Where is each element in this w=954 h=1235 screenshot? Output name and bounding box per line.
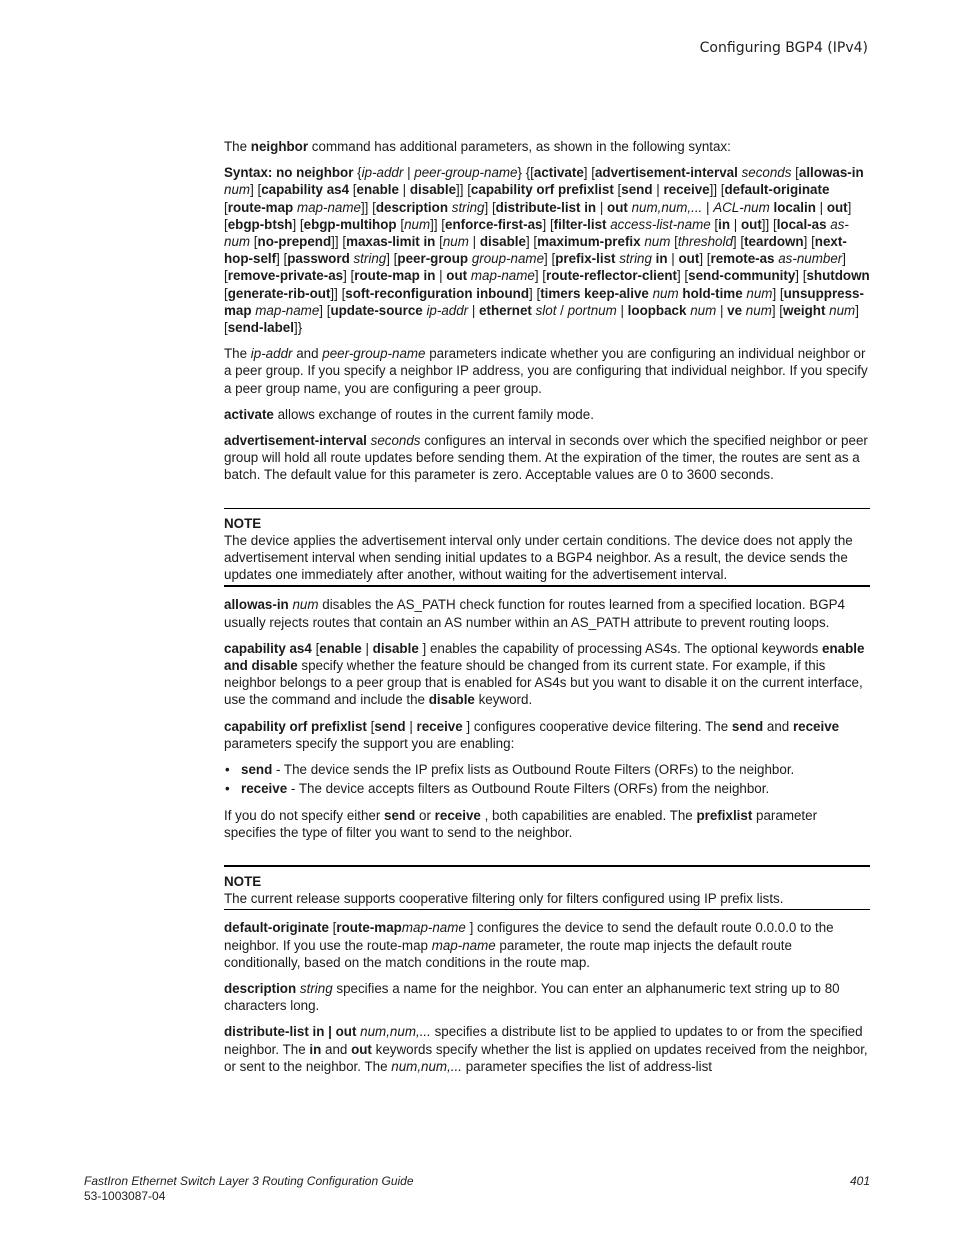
- keyword-text: receive: [663, 182, 710, 198]
- paragraph: [224, 345, 870, 397]
- keyword-text: shutdown: [806, 268, 870, 284]
- parameter-text: num: [404, 216, 431, 232]
- keyword-text: timers keep-alive: [540, 285, 653, 301]
- body-text: ] [: [250, 182, 262, 198]
- body-text: The: [224, 139, 251, 154]
- orf-options-list: [224, 761, 870, 797]
- keyword-text: ve: [727, 302, 746, 318]
- paragraph: [224, 807, 870, 841]
- body-text: - The device sends the IP prefix lists as Outbound Route Filters (ORFs) to the neighbor.: [272, 762, 795, 778]
- body-text: ] [: [676, 268, 689, 284]
- parameter-text: num: [746, 285, 773, 301]
- keyword-text: enable and disable: [224, 640, 865, 674]
- body-text: [: [370, 718, 375, 734]
- keyword-text: capability orf prefixlist: [470, 182, 618, 198]
- body-text: [: [224, 199, 228, 215]
- keyword-text: receive: [792, 718, 840, 734]
- parameter-text: num: [644, 234, 671, 250]
- keyword-text: description: [224, 980, 300, 996]
- parameter-text: string: [353, 251, 387, 267]
- keyword-text: enable: [319, 640, 362, 656]
- keyword-text: capability orf prefixlist: [224, 718, 371, 734]
- body-text: ] [: [542, 216, 554, 232]
- body-text: [: [250, 234, 258, 250]
- parameter-text: as-num: [224, 216, 849, 250]
- keyword-text: advertisement-interval: [594, 165, 742, 181]
- keyword-text: ebgp-multihop: [303, 216, 401, 232]
- body-text: disables the AS_PATH check function for routes learned from a specified location. BGP4 usually rejects routes that contain an AS number within an AS_PATH attribute to prevent routing loops.: [224, 597, 846, 630]
- keyword-text: next-hop-self: [224, 234, 847, 267]
- body-text: parameters indicate whether you are configuring an individual neighbor or a peer group. If you specify a neighbor IP address, you are configuring that individual neighbor. If you specify a peer group name, you are configuring a peer group.: [224, 346, 868, 396]
- body-text: ] [: [772, 285, 784, 301]
- parameter-text: num: [652, 285, 679, 301]
- keyword-text: remote-as: [710, 251, 779, 267]
- body-text: specify whether the feature should be changed from its current state. For example, if this neighbor belongs to a peer group that is enabled for AS4s but you want to disable it on the current interface, use the command and include the: [224, 658, 863, 708]
- keyword-text: maxas-limit in: [346, 234, 440, 250]
- parameter-text: string: [451, 199, 485, 215]
- parameter-text: num: [292, 597, 319, 613]
- body-text: ] [: [484, 199, 496, 215]
- keyword-text: in: [309, 1041, 322, 1057]
- body-text: ] [: [276, 251, 288, 267]
- paragraph: [224, 138, 870, 155]
- body-text: keyword.: [474, 692, 533, 708]
- page-body: [224, 138, 870, 1084]
- keyword-text: default-originate: [224, 920, 333, 936]
- body-text: ]] [: [761, 216, 777, 232]
- keyword-text: send: [621, 182, 653, 198]
- keyword-text: capability as4: [224, 640, 316, 656]
- body-text: ] [: [771, 302, 784, 318]
- note-body: The current release supports cooperative filtering only for filters configured using IP prefix lists.: [224, 891, 784, 907]
- page-footer: [84, 1174, 870, 1204]
- keyword-text: allowas-in: [224, 597, 293, 613]
- body-text: |: [468, 234, 480, 250]
- body-text: ]] [: [430, 216, 446, 232]
- keyword-text: distribute-list in: [495, 199, 597, 215]
- note-body: The device applies the advertisement interval only under certain conditions. The device does not apply the advertisement interval when sending initial updates to a BGP4 neighbor. As a result, the device sends the updates one immediately after another, without waiting for the advertisement interval.: [224, 532, 853, 583]
- paragraph: [224, 432, 870, 484]
- body-text: ] [: [386, 251, 398, 267]
- parameter-text: access-list-name: [610, 216, 711, 232]
- keyword-text: send-label: [227, 320, 294, 336]
- parameter-text: peer-group-name: [322, 346, 426, 362]
- parameter-text: string: [619, 251, 652, 267]
- keyword-text: maximum-prefix: [537, 234, 645, 250]
- parameter-text: num: [829, 302, 856, 318]
- keyword-text: disable: [428, 692, 475, 708]
- body-text: ] [: [732, 234, 745, 250]
- body-text: parameters specify the support you are enabling:: [224, 735, 515, 751]
- body-text: ] [: [319, 302, 331, 318]
- parameter-text: seconds: [370, 433, 421, 449]
- paragraph: [224, 406, 870, 423]
- keyword-text: enforce-first-as: [445, 216, 543, 232]
- keyword-text: unsuppress-map: [224, 285, 864, 318]
- keyword-text: send: [384, 807, 416, 823]
- body-text: keywords specify whether the list is applied on updates received from the neighbor, or sent to the neighbor. The: [224, 1041, 868, 1074]
- body-text: ] [: [224, 251, 846, 284]
- paragraph: [224, 718, 870, 752]
- note-title: NOTE: [224, 515, 262, 531]
- body-text: ] enables the capability of processing AS4s. The optional keywords: [418, 640, 822, 656]
- keyword-text: route-reflector-client: [546, 268, 677, 284]
- paragraph: [224, 596, 870, 630]
- body-text: [: [332, 920, 337, 936]
- keyword-text: receive: [434, 807, 481, 823]
- keyword-text: soft-reconfiguration inbound: [345, 285, 530, 301]
- footer-guide-title: FastIron Ethernet Switch Layer 3 Routing Configuration Guide: [84, 1174, 414, 1188]
- paragraph: [224, 164, 870, 336]
- parameter-text: map-name: [470, 268, 535, 284]
- note-cooperative-filtering: [224, 865, 870, 910]
- body-text: ]] [: [709, 182, 725, 198]
- body-text: The: [224, 346, 251, 362]
- body-text: ] [: [343, 268, 355, 284]
- keyword-text: description: [375, 199, 452, 215]
- body-text: allows exchange of routes in the current family mode.: [273, 406, 594, 422]
- body-text: ]] [: [331, 234, 347, 250]
- parameter-text: threshold: [677, 234, 733, 250]
- body-text: [: [710, 216, 719, 232]
- bullet-icon: •: [225, 762, 230, 778]
- body-text: [: [791, 165, 799, 181]
- keyword-text: default-originate: [724, 182, 830, 198]
- keyword-text: out: [826, 199, 848, 215]
- keyword-text: Syntax: no neighbor: [224, 165, 358, 181]
- paragraph: [224, 980, 870, 1014]
- paragraph: [224, 1023, 870, 1075]
- body-text: |: [398, 182, 410, 198]
- keyword-text: hold-time: [678, 285, 747, 301]
- body-text: command has additional parameters, as shown in the following syntax:: [308, 139, 731, 154]
- keyword-text: out: [351, 1041, 372, 1057]
- body-text: [: [617, 182, 622, 198]
- body-text: |: [403, 165, 415, 181]
- body-text: ] configures the device to send the default route 0.0.0.0 to the neighbor. If you use the route-map: [224, 920, 834, 953]
- keyword-text: weight: [783, 302, 830, 318]
- parameter-text: num: [224, 182, 251, 198]
- parameter-text: num,num,...: [391, 1058, 462, 1074]
- body-text: ] [: [525, 234, 538, 250]
- running-header: Configuring BGP4 (IPv4): [699, 40, 868, 56]
- body-text: |: [730, 216, 741, 232]
- body-text: and: [763, 718, 793, 734]
- keyword-text: update-source: [330, 302, 427, 318]
- body-text: specifies a distribute list to be applied to updates to or from the specified neighbor. The: [224, 1024, 863, 1057]
- body-text: |: [702, 199, 714, 215]
- keyword-text: loopback: [627, 302, 691, 318]
- keyword-text: receive: [416, 718, 463, 734]
- body-text: specifies a name for the neighbor. You can enter an alphanumeric text string up to 80 characters long.: [224, 980, 840, 1014]
- keyword-text: no-prepend: [257, 234, 332, 250]
- keyword-text: teardown: [744, 234, 804, 250]
- keyword-text: send: [241, 762, 273, 778]
- keyword-text: receive: [241, 781, 288, 797]
- body-text: |: [361, 640, 373, 656]
- keyword-text: route-map in: [354, 268, 436, 284]
- paragraph-group-3: [224, 807, 870, 841]
- keyword-text: filter-list: [553, 216, 611, 232]
- page-number: 401: [849, 1174, 870, 1188]
- body-text: } {[: [517, 165, 534, 181]
- parameter-text: num: [745, 302, 772, 318]
- paragraph-group-2: [224, 596, 870, 752]
- footer-doc-number: 53-1003087-04: [84, 1189, 166, 1203]
- keyword-text: disable: [372, 640, 419, 656]
- body-text: |: [616, 302, 628, 318]
- note-advertisement-interval: [224, 508, 870, 588]
- body-text: , both capabilities are enabled. The: [480, 807, 697, 823]
- body-text: ] [: [795, 268, 807, 284]
- keyword-text: prefix-list: [555, 251, 620, 267]
- body-text: [: [315, 640, 320, 656]
- body-text: parameter, the route map injects the default route conditionally, based on the match conditions in the route map.: [224, 937, 792, 970]
- body-text: |: [815, 199, 827, 215]
- paragraph: [224, 640, 870, 709]
- body-text: /: [556, 302, 568, 318]
- body-text: [: [439, 234, 443, 250]
- parameter-text: ip-addr: [361, 165, 404, 181]
- keyword-text: local-as: [776, 216, 831, 232]
- parameter-text: num,num,...: [631, 199, 703, 215]
- keyword-text: distribute-list in | out: [224, 1024, 361, 1040]
- keyword-text: capability as4: [261, 182, 353, 198]
- body-text: ] configures cooperative device filtering. The: [462, 718, 732, 734]
- body-text: |: [468, 302, 480, 318]
- body-text: parameter specifies the list of address-list: [461, 1058, 713, 1074]
- body-text: [: [352, 182, 357, 198]
- body-text: ]] [: [360, 199, 376, 215]
- keyword-text: send-community: [688, 268, 796, 284]
- list-item: [224, 780, 870, 797]
- body-text: [: [400, 216, 405, 232]
- keyword-text: disable: [409, 182, 457, 198]
- body-text: ] [: [583, 165, 595, 181]
- keyword-text: disable: [479, 234, 526, 250]
- parameter-text: seconds: [741, 165, 792, 181]
- keyword-text: allowas-in: [798, 165, 864, 181]
- body-text: ]] [: [330, 285, 346, 301]
- keyword-text: ebgp-btsh: [227, 216, 293, 232]
- body-text: ] [: [224, 302, 859, 336]
- body-text: configures an interval in seconds over which the specified neighbor or peer group will hold all route updates before sending them. At the expiration of the timer, the routes are sent as a batch. The default value for this parameter is zero. Acceptable values are 0 to 3600 seconds.: [224, 433, 868, 483]
- keyword-text: activate: [224, 406, 274, 422]
- keyword-text: out: [678, 251, 700, 267]
- keyword-text: ethernet: [479, 302, 536, 318]
- keyword-text: in: [651, 251, 668, 267]
- body-text: |: [652, 182, 664, 198]
- body-text: parameter specifies the type of filter you want to send to the neighbor.: [224, 807, 818, 840]
- parameter-text: map-name: [401, 920, 466, 936]
- list-item: [224, 761, 870, 778]
- body-text: |: [667, 251, 679, 267]
- keyword-text: neighbor: [250, 139, 309, 154]
- parameter-text: string: [299, 980, 333, 996]
- keyword-text: remove-private-as: [227, 268, 344, 284]
- parameter-text: ACL-num: [713, 199, 770, 215]
- bullet-icon: •: [225, 781, 230, 797]
- body-text: [: [224, 285, 228, 301]
- parameter-text: num: [690, 302, 717, 318]
- body-text: |: [435, 268, 447, 284]
- keyword-text: send: [374, 718, 406, 734]
- parameter-text: peer-group-name: [414, 165, 518, 181]
- body-text: and: [292, 346, 323, 362]
- keyword-text: peer-group: [397, 251, 472, 267]
- body-text: ] [: [699, 251, 711, 267]
- keyword-text: route-map: [336, 920, 402, 936]
- body-text: |: [716, 302, 728, 318]
- keyword-text: localin: [769, 199, 816, 215]
- body-text: - The device accepts filters as Outbound Route Filters (ORFs) from the neighbor.: [287, 781, 770, 797]
- keyword-text: send: [731, 718, 764, 734]
- body-text: ] [: [534, 268, 547, 284]
- parameter-text: ip-addr: [426, 302, 469, 318]
- parameter-text: group-name: [471, 251, 545, 267]
- body-text: ]}: [293, 320, 303, 336]
- keyword-text: generate-rib-out: [227, 285, 331, 301]
- parameter-text: map-name: [255, 302, 320, 318]
- keyword-text: route-map: [227, 199, 297, 215]
- note-title: NOTE: [224, 873, 262, 889]
- keyword-text: in: [718, 216, 731, 232]
- keyword-text: prefixlist: [696, 807, 753, 823]
- body-text: ] [: [292, 216, 304, 232]
- parameter-text: map-name: [296, 199, 361, 215]
- body-text: ] [: [224, 199, 852, 232]
- body-text: |: [596, 199, 608, 215]
- body-text: {: [357, 165, 362, 181]
- parameter-text: num: [442, 234, 469, 250]
- body-text: ] [: [544, 251, 556, 267]
- keyword-text: enable: [356, 182, 399, 198]
- keyword-text: activate: [533, 165, 584, 181]
- paragraph-group-4: [224, 919, 870, 1075]
- parameter-text: num,num,...: [360, 1024, 431, 1040]
- body-text: ] [: [803, 234, 815, 250]
- parameter-text: map-name: [431, 937, 496, 953]
- body-text: [: [670, 234, 678, 250]
- body-text: and: [321, 1041, 352, 1057]
- paragraph-group-1: [224, 138, 870, 484]
- keyword-text: advertisement-interval: [224, 433, 371, 449]
- body-text: If you do not specify either: [224, 807, 385, 823]
- body-text: ]] [: [456, 182, 471, 198]
- keyword-text: out: [446, 268, 471, 284]
- parameter-text: ip-addr: [250, 346, 293, 362]
- body-text: |: [405, 718, 417, 734]
- keyword-text: out: [740, 216, 762, 232]
- body-text: ] [: [529, 285, 541, 301]
- keyword-text: password: [287, 251, 354, 267]
- parameter-text: as-number: [778, 251, 843, 267]
- paragraph: [224, 919, 870, 971]
- body-text: or: [415, 807, 435, 823]
- parameter-text: slot: [535, 302, 557, 318]
- parameter-text: portnum: [567, 302, 617, 318]
- keyword-text: out: [607, 199, 632, 215]
